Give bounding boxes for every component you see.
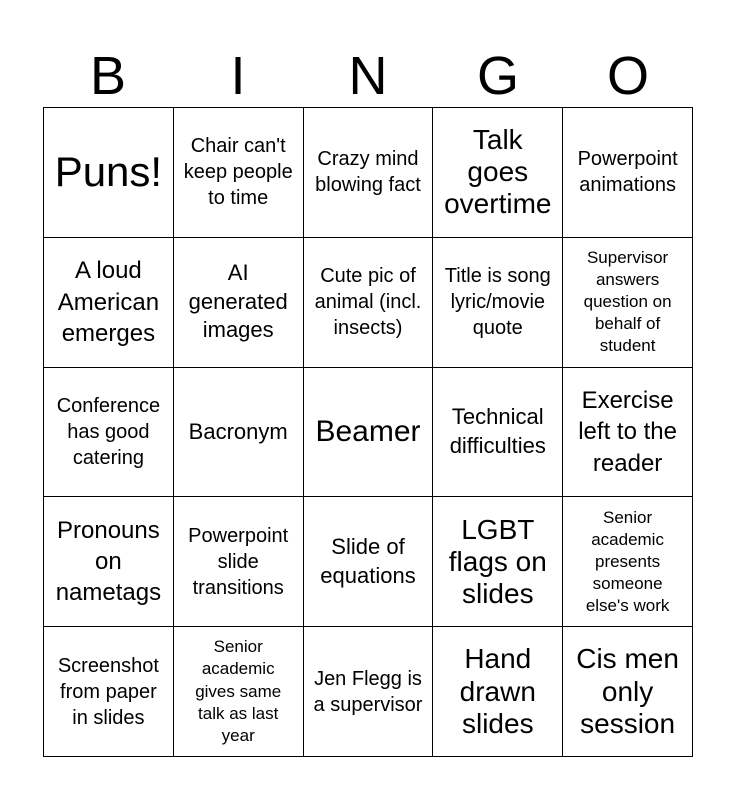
bingo-cell[interactable]: Supervisor answers question on behalf of student bbox=[563, 238, 693, 368]
header-letter-b: B bbox=[89, 46, 127, 106]
bingo-board bbox=[43, 107, 693, 757]
bingo-cell[interactable]: Cute pic of animal (incl. insects) bbox=[304, 238, 434, 368]
bingo-cell[interactable]: Cis men only session bbox=[563, 627, 693, 757]
bingo-cell[interactable]: Conference has good catering bbox=[44, 368, 174, 498]
bingo-cell[interactable]: Pronouns on nametags bbox=[44, 497, 174, 627]
bingo-cell[interactable]: Exercise left to the reader bbox=[563, 368, 693, 498]
bingo-cell[interactable]: Title is song lyric/movie quote bbox=[433, 238, 563, 368]
header-letter-o: O bbox=[606, 46, 649, 106]
bingo-cell[interactable]: Crazy mind blowing fact bbox=[304, 108, 434, 238]
bingo-cell[interactable]: Chair can't keep people to time bbox=[174, 108, 304, 238]
header-letter-n: N bbox=[348, 46, 388, 106]
bingo-cell[interactable]: Powerpoint slide transitions bbox=[174, 497, 304, 627]
bingo-cell[interactable]: Senior academic gives same talk as last year bbox=[174, 627, 304, 757]
bingo-cell[interactable]: LGBT flags on slides bbox=[433, 497, 563, 627]
bingo-cell[interactable]: Technical difficulties bbox=[433, 368, 563, 498]
bingo-cell[interactable]: Jen Flegg is a supervisor bbox=[304, 627, 434, 757]
bingo-cell[interactable]: Powerpoint animations bbox=[563, 108, 693, 238]
header-letter-i: I bbox=[230, 46, 246, 106]
bingo-cell[interactable]: Slide of equations bbox=[304, 497, 434, 627]
bingo-cell[interactable]: A loud American emerges bbox=[44, 238, 174, 368]
bingo-cell[interactable]: Hand drawn slides bbox=[433, 627, 563, 757]
bingo-cell[interactable]: Senior academic presents someone else's work bbox=[563, 497, 693, 627]
header-letter-g: G bbox=[476, 46, 519, 106]
bingo-header bbox=[43, 44, 693, 108]
bingo-cell[interactable]: Screenshot from paper in slides bbox=[44, 627, 174, 757]
bingo-cell[interactable]: Talk goes overtime bbox=[433, 108, 563, 238]
bingo-cell[interactable]: Puns! bbox=[44, 108, 174, 238]
bingo-cell[interactable]: Beamer bbox=[304, 368, 434, 498]
bingo-cell[interactable]: AI generated images bbox=[174, 238, 304, 368]
bingo-cell[interactable]: Bacronym bbox=[174, 368, 304, 498]
